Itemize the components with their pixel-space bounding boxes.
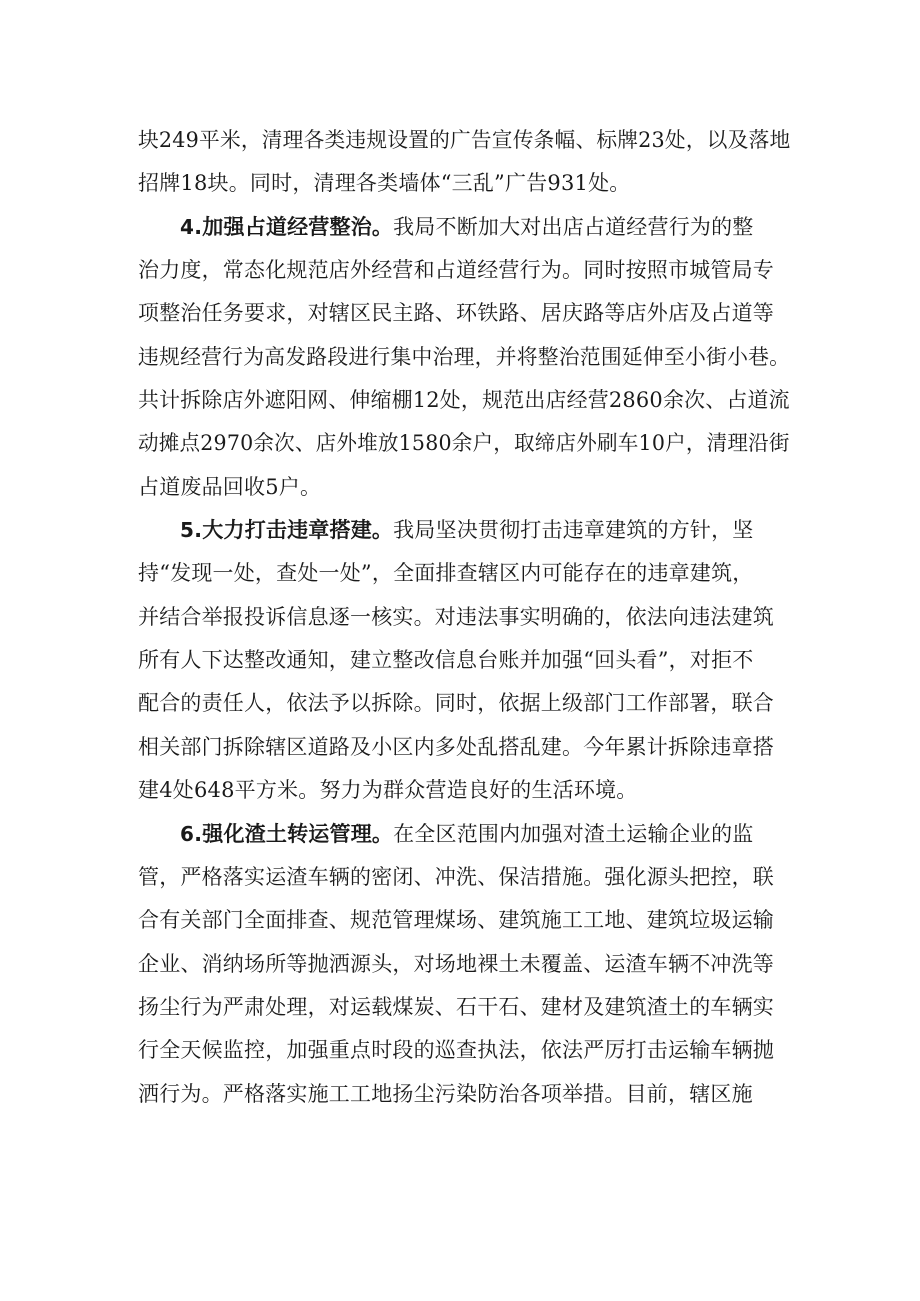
text-line: 并结合举报投诉信息逐一核实。对违法事实明确的，依法向违法建筑 [138,605,774,629]
text-line: 行全天候监控，加强重点时段的巡查执法，依法严厉打击运输车辆抛 [138,1038,774,1062]
section-heading: .大力打击违章搭建。 [194,518,394,542]
paragraph-4-first-line [180,207,754,247]
text-line: 扬尘行为严肃处理，对运载煤炭、石干石、建材及建筑渣土的车辆实 [138,995,774,1019]
paragraph-6-first-line [180,814,754,854]
text-run: 在全区范围内加强对渣土运输企业的监 [393,822,754,846]
text-line: 配合的责任人，依法予以拆除。同时，依据上级部门工作部署，联合 [138,691,774,715]
text-line: 块249平米，清理各类违规设置的广告宣传条幅、标牌23处，以及落地 [138,128,791,152]
item-number: 6 [180,822,195,846]
text-line: 动摊点2970余次、店外堆放1580余户，取缔店外刷车10户，清理沿街 [138,431,790,455]
item-number: 5 [180,518,195,542]
text-line: 所有人下达整改通知，建立整改信息台账并加强“回头看”，对拒不 [138,648,754,672]
text-line: 共计拆除店外遮阳网、伸缩棚12处，规范出店经营2860余次、占道流 [138,388,790,412]
section-heading: .加强占道经营整治。 [194,215,394,239]
text-line: 占道废品回收5户。 [138,475,322,499]
text-line: 相关部门拆除辖区道路及小区内多处乱搭乱建。今年累计拆除违章搭 [138,735,774,759]
text-line: 洒行为。严格落实施工工地扬尘污染防治各项举措。目前，辖区施 [138,1082,753,1106]
text-line: 项整治任务要求，对辖区民主路、环铁路、居庆路等店外店及占道等 [138,301,774,325]
text-line: 违规经营行为高发路段进行集中治理，并将整治范围延伸至小街小巷。 [138,345,791,369]
paragraph-5-first-line [180,510,754,550]
item-number: 4 [180,215,195,239]
text-line: 管，严格落实运渣车辆的密闭、冲洗、保洁措施。强化源头把控，联 [138,865,774,889]
section-heading: .强化渣土转运管理。 [194,822,394,846]
text-line: 建4处648平方米。努力为群众营造良好的生活环境。 [138,778,638,802]
text-line: 治力度，常态化规范店外经营和占道经营行为。同时按照市城管局专 [138,258,774,282]
text-run: 我局不断加大对出店占道经营行为的整 [393,215,754,239]
text-run: 我局坚决贯彻打击违章建筑的方针，坚 [393,518,754,542]
text-line: 持“发现一处，查处一处”，全面排查辖区内可能存在的违章建筑， [138,561,754,585]
text-line: 招牌18块。同时，清理各类墙体“三乱”广告931处。 [138,171,631,195]
text-line: 合有关部门全面排查、规范管理煤场、建筑施工工地、建筑垃圾运输 [138,908,774,932]
text-line: 企业、消纳场所等抛洒源头，对场地裸土未覆盖、运渣车辆不冲洗等 [138,952,774,976]
